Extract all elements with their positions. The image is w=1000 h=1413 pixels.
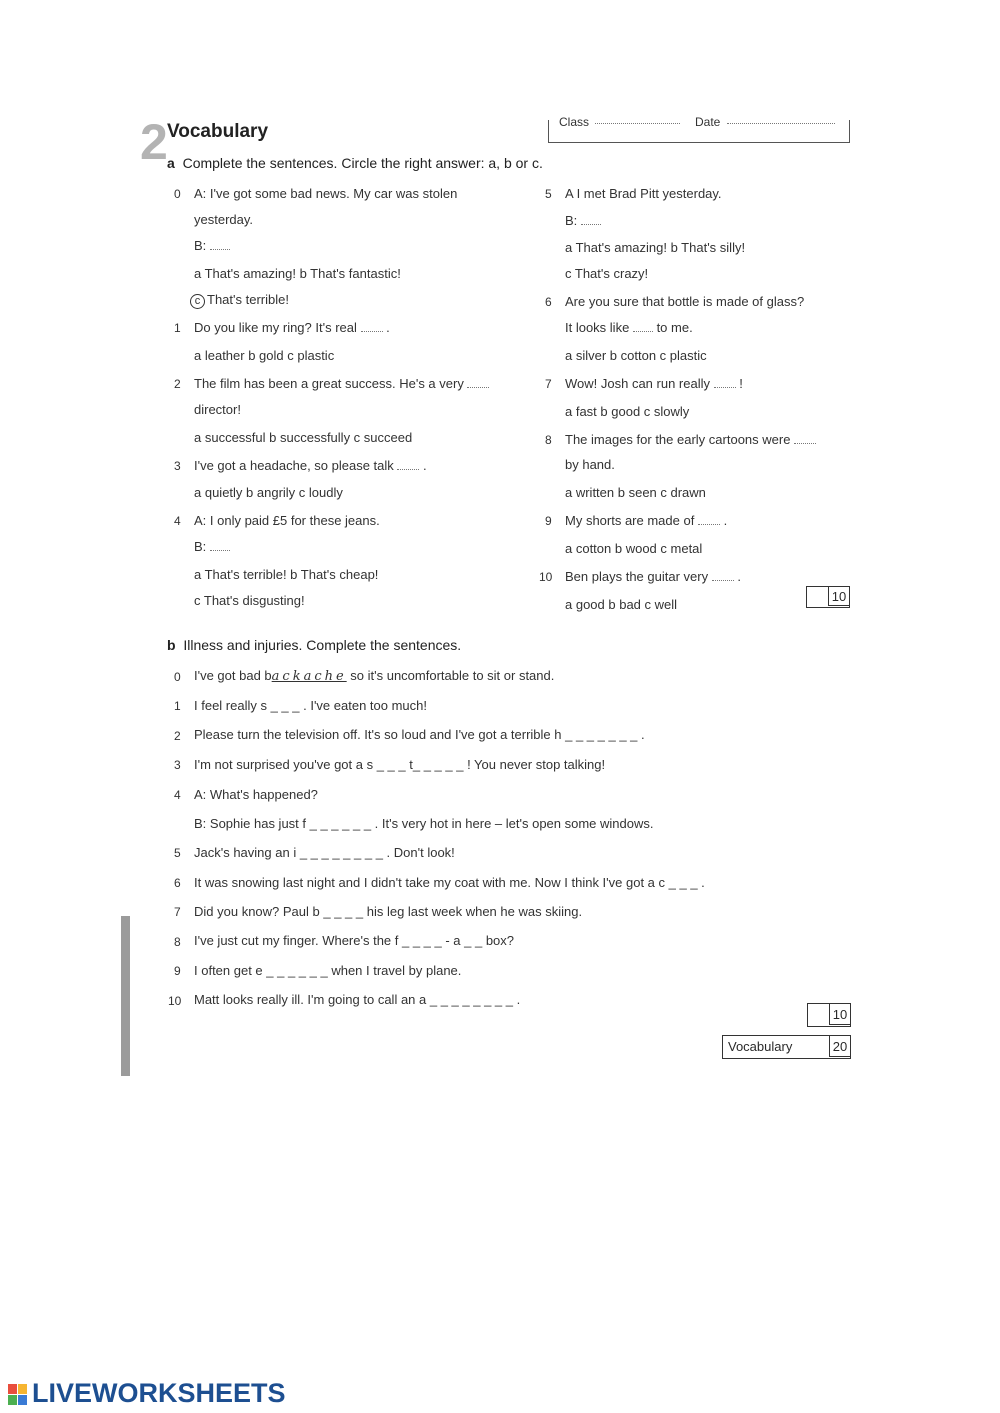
question-number: 2 [174,729,181,743]
part-a-instruction-text: Complete the sentences. Circle the right answer: a, b or c. [182,155,543,171]
question-number: 3 [174,459,181,473]
gap-sentence[interactable]: B: Sophie has just f _ _ _ _ _ _ . It's very hot in here – let's open some windows. [194,816,654,831]
answer-blank[interactable] [698,524,720,525]
date-field[interactable] [727,123,835,124]
class-label: Class [559,115,590,129]
part-b-instruction-text: Illness and injuries. Complete the sentences. [183,637,462,653]
question-number: 7 [545,377,552,391]
part-b-score: 10 [829,1003,851,1025]
page-title: Vocabulary [167,121,269,142]
part-a-instruction [167,155,543,171]
answer-blank[interactable] [581,224,601,225]
answer-blank[interactable] [467,387,489,388]
speaker-label: B: [194,238,207,253]
question-stem: The film has been a great success. He's a very [194,376,464,391]
gap-sentence[interactable]: I'm not surprised you've got a s _ _ _ t_ _ _ _ _ ! You never stop talking! [194,757,606,772]
answer-blank[interactable] [712,580,734,581]
handwritten-answer: ackache [271,669,347,684]
answer-option-c[interactable]: c That's disgusting! [194,593,305,608]
total-score: 20 [829,1035,851,1057]
question-number: 4 [174,514,181,528]
question-number: 8 [545,433,552,447]
question-number: 5 [545,187,552,201]
question-number: 6 [545,295,552,309]
question-stem: Do you like my ring? It's real [194,320,357,335]
answer-blank[interactable] [397,469,419,470]
answer-options[interactable]: a That's amazing! b That's silly! [565,240,746,255]
answer-options[interactable]: a fast b good c slowly [565,404,690,419]
answer-blank[interactable] [633,331,653,332]
question-number: 8 [174,935,181,949]
liveworksheets-logo-icon [8,1384,28,1406]
question-number: 6 [174,876,181,890]
answer-options: a That's amazing! b That's fantastic! [194,266,401,281]
question-text: yesterday. [194,212,254,227]
question-number: 9 [174,964,181,978]
option-text: That's terrible! [207,292,289,307]
part-a-score-box [806,586,850,608]
part-a-letter: a [167,155,175,171]
gap-sentence[interactable]: I feel really s _ _ _ . I've eaten too much! [194,698,427,713]
answer-blank[interactable] [210,249,230,250]
answer-line [565,213,601,228]
gap-sentence[interactable]: Please turn the television off. It's so loud and I've got a terrible h _ _ _ _ _ _ _ . [194,727,645,742]
question-number: 10 [539,570,553,584]
answer-blank[interactable] [794,443,816,444]
circled-answer: c [190,294,205,309]
question-text: A: I've got some bad news. My car was stolen [194,186,458,201]
question-number: 7 [174,905,181,919]
question-number: 9 [545,514,552,528]
question-number: 5 [174,846,181,860]
question-text: I've got a headache, so please talk . [194,458,427,473]
question-number: 0 [174,187,181,201]
liveworksheets-logo[interactable]: LIVEWORKSHEETS [32,1378,286,1408]
answer-options[interactable]: a written b seen c drawn [565,485,706,500]
question-number: 2 [174,377,181,391]
question-number: 3 [174,758,181,772]
question-number: 10 [168,994,182,1008]
sentence-start: I've got bad b [194,668,272,683]
example-sentence [194,668,554,684]
question-text [565,376,743,391]
answer-options[interactable]: a quietly b angrily c loudly [194,485,343,500]
part-b-instruction [167,637,461,653]
gap-sentence[interactable]: It was snowing last night and I didn't take my coat with me. Now I think I've got a c _ _ _ . [194,875,705,890]
section-number: 2 [140,114,166,170]
question-number: 4 [174,788,181,802]
answer-option-c[interactable]: c That's crazy! [565,266,649,281]
speaker-label: B: [194,539,207,554]
gap-sentence[interactable]: Jack's having an i _ _ _ _ _ _ _ _ . Don't look! [194,845,455,860]
date-label: Date [695,115,721,129]
question-number: 1 [174,699,181,713]
gap-sentence[interactable]: Did you know? Paul b _ _ _ _ his leg last week when he was skiing. [194,904,583,919]
speaker-label: B: [565,213,578,228]
gap-sentence: A: What's happened? [194,787,318,802]
answer-blank[interactable] [714,387,736,388]
part-a-score: 10 [828,586,850,606]
question-stem-end: ! [739,376,743,391]
question-text [565,432,816,447]
answer-line [194,238,230,253]
answer-option-c[interactable] [190,292,289,309]
answer-options[interactable]: a silver b cotton c plastic [565,348,707,363]
answer-line [194,539,230,554]
answer-blank[interactable] [361,331,383,332]
answer-options[interactable]: a cotton b wood c metal [565,541,703,556]
question-text [194,376,489,391]
answer-options[interactable]: a good b bad c well [565,597,678,612]
question-stem: My shorts are made of [565,513,695,528]
question-text: A I met Brad Pitt yesterday. [565,186,722,201]
gap-sentence[interactable]: I've just cut my finger. Where's the f _ _ _ _ - a _ _ box? [194,933,515,948]
question-number: 0 [174,670,181,684]
question-stem-end: to me. [656,320,693,335]
gap-sentence[interactable]: Matt looks really ill. I'm going to call an a _ _ _ _ _ _ _ _ . [194,992,521,1007]
answer-options[interactable]: a successful b successfully c succeed [194,430,413,445]
question-stem: It looks like [565,320,630,335]
sentence-end: so it's uncomfortable to sit or stand. [346,668,555,683]
answer-blank[interactable] [210,550,230,551]
question-text [565,320,693,335]
total-score-box [722,1035,851,1059]
part-b-letter: b [167,637,176,653]
question-text [565,513,727,528]
question-stem: Wow! Josh can run really [565,376,710,391]
total-label: Vocabulary [728,1039,793,1054]
question-stem-end: . [737,569,741,584]
question-stem: Ben plays the guitar very [565,569,709,584]
question-text: Are you sure that bottle is made of glass? [565,294,805,309]
answer-options[interactable]: a That's terrible! b That's cheap! [194,567,379,582]
question-text: A: I only paid £5 for these jeans. [194,513,380,528]
class-date-box [548,115,850,143]
question-text: Do you like my ring? It's real . [194,320,390,335]
question-stem: The images for the early cartoons were [565,432,791,447]
question-stem-end: . [723,513,728,528]
gap-sentence[interactable]: I often get e _ _ _ _ _ _ when I travel by plane. [194,963,462,978]
question-text: by hand. [565,457,615,472]
question-text: director! [194,402,241,417]
part-b-score-box [807,1003,851,1027]
answer-options[interactable]: a leather b gold c plastic [194,348,335,363]
margin-bar [121,916,130,1076]
question-text [565,569,741,584]
question-stem: I've got a headache, so please talk [194,458,394,473]
class-field[interactable] [595,123,680,124]
question-number: 1 [174,321,181,335]
